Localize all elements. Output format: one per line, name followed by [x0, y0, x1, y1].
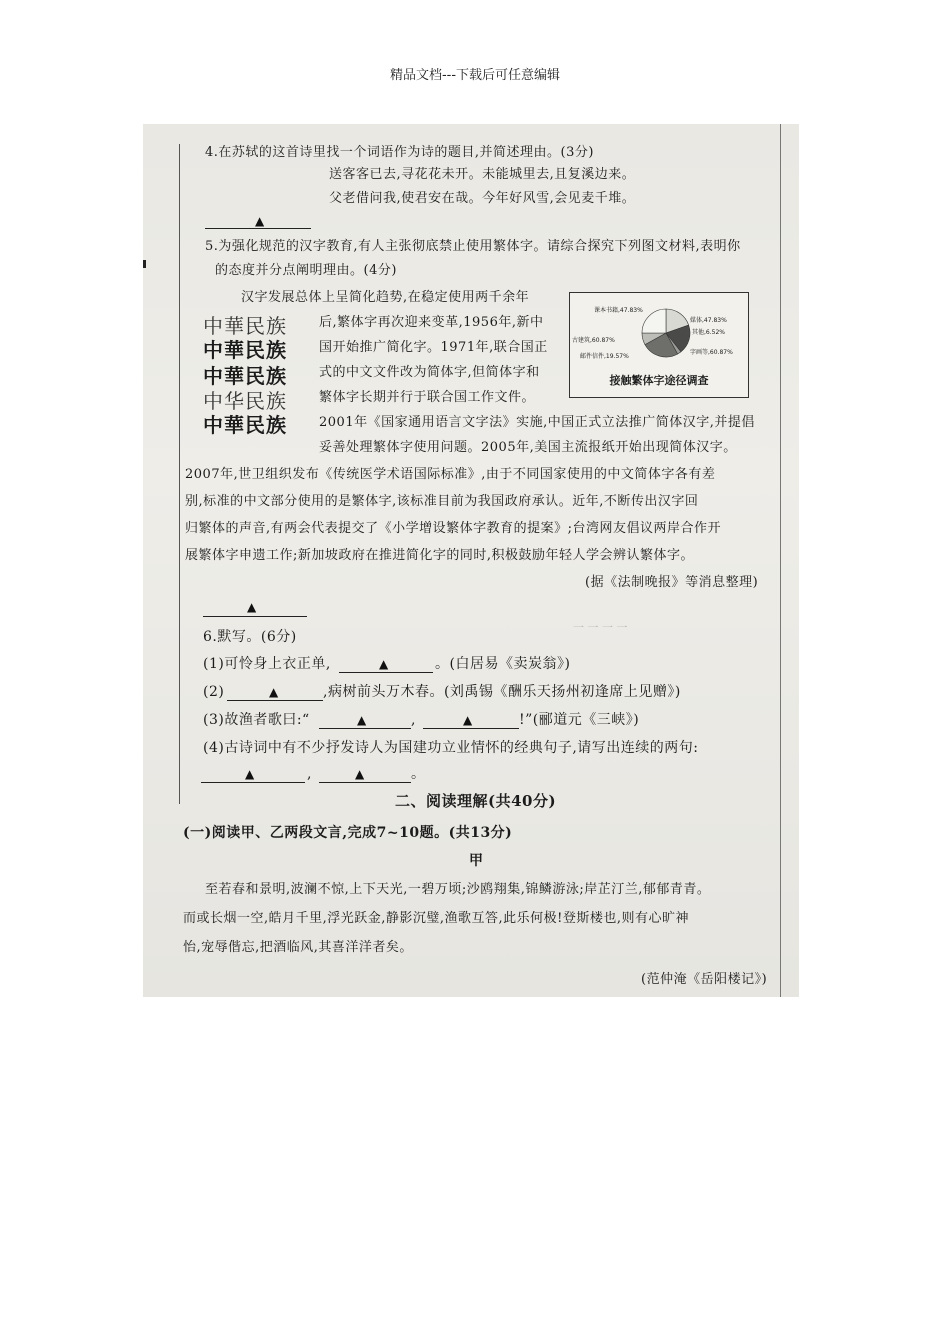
q6-line-2-suffix: ,病树前头万木春。(刘禹锡《酬乐天扬州初逢席上见赠》): [323, 684, 681, 700]
passage-jia-line-1: 至若春和景明,波澜不惊,上下天光,一碧万顷;沙鸥翔集,锦鳞游泳;岸芷汀兰,郁郁青青。: [205, 882, 711, 897]
material-line-10: 归繁体的声音,有两会代表提交了《小学增设繁体字教育的提案》;台湾网友倡议两岸合作开: [185, 521, 722, 536]
pie-label-other: 其他,6.52%: [692, 329, 725, 336]
document-header-watermark: 精品文档---下载后可任意编辑: [389, 68, 561, 83]
material-line-6: 2001年《国家通用语言文字法》实施,中国正式立法推广简体汉字,并提倡: [319, 415, 755, 430]
q6-blank-4a-mark: ▲: [245, 767, 255, 781]
q6-line-4-comma: ,: [307, 766, 312, 782]
pie-chart-box: [569, 292, 749, 398]
material-line-8: 2007年,世卫组织发布《传统医学术语国际标准》,由于不同国家使用的中文简体字各有差: [185, 467, 716, 482]
q6-blank-3b-mark: ▲: [463, 713, 473, 727]
q6-line-2-prefix: (2): [203, 684, 225, 700]
passage-jia-label: 甲: [469, 853, 484, 869]
q6-blank-3b[interactable]: [423, 728, 519, 729]
material-line-7: 妥善处理繁体字使用问题。2005年,美国主流报纸开始出现简体汉字。: [319, 440, 737, 455]
pie-label-architecture: 古建筑,60.87%: [572, 337, 615, 344]
calligraphy-regular-script: 中華民族: [203, 364, 287, 388]
calligraphy-traditional-script: 中華民族: [203, 415, 287, 437]
q4-poem-line-1: 送客客已去,寻花花未开。未能城里去,且复溪边来。: [329, 167, 636, 182]
q6-blank-4b[interactable]: [319, 782, 411, 783]
q6-line-3-suffix: !”(郦道元《三峡》): [519, 712, 640, 728]
q4-answer-mark: ▲: [255, 214, 265, 228]
q6-blank-3a-mark: ▲: [357, 713, 367, 727]
calligraphy-seal-script: 中華民族: [203, 314, 287, 338]
q5-answer-mark: ▲: [247, 600, 257, 614]
q6-blank-2[interactable]: [227, 700, 323, 701]
pie-label-calligraphy: 字画等,60.87%: [690, 349, 733, 356]
q6-blank-1-mark: ▲: [379, 657, 389, 671]
q6-line-4: (4)古诗词中有不少抒发诗人为国建功立业情怀的经典句子,请写出连续的两句:: [203, 740, 699, 756]
q5-answer-line[interactable]: [203, 616, 307, 617]
q6-title: 6.默写。(6分): [203, 629, 297, 645]
pie-chart-title: 接触繁体字途径调查: [609, 374, 709, 387]
material-line-1: 汉字发展总体上呈简化趋势,在稳定使用两千余年: [241, 290, 530, 305]
q5-question-line-1: 5.为强化规范的汉字教育,有人主张彻底禁止使用繁体字。请综合探究下列图文材料,表明你: [205, 239, 741, 254]
q4-poem-line-2: 父老借问我,使君安在哉。今年好风雪,会见麦千堆。: [329, 191, 636, 206]
q5-source: (据《法制晚报》等消息整理): [585, 575, 759, 590]
q5-question-line-2: 的态度并分点阐明理由。(4分): [215, 263, 397, 278]
pie-slice-5: [642, 309, 666, 333]
pie-label-media: 媒体,47.83%: [690, 317, 727, 324]
calligraphy-clerical-script: 中華民族: [203, 340, 287, 362]
q4-answer-line[interactable]: [205, 228, 311, 229]
q6-line-3-prefix: (3)故渔者歌曰:“: [203, 712, 310, 728]
material-line-5: 繁体字长期并行于联合国工作文件。: [319, 390, 536, 405]
material-line-2: 后,繁体字再次迎来变革,1956年,新中: [319, 315, 544, 330]
exam-photo: [143, 124, 799, 997]
bleed-through-text-1: 一 一 一 一: [573, 621, 628, 634]
section-2-title: 二、阅读理解(共40分): [395, 792, 557, 810]
passage-jia-line-2: 而或长烟一空,皓月千里,浮光跃金,静影沉璧,渔歌互答,此乐何极!登斯楼也,则有心旷神: [183, 911, 690, 926]
material-line-9: 别,标准的中文部分使用的是繁体字,该标准目前为我国政府承认。近年,不断传出汉字回: [185, 494, 699, 509]
binding-mark: [143, 260, 146, 268]
passage-jia-source: (范仲淹《岳阳楼记》): [641, 972, 768, 987]
passage-jia-line-3: 怡,宠辱偕忘,把酒临风,其喜洋洋者矣。: [183, 940, 413, 955]
section-2-subtitle: (一)阅读甲、乙两段文言,完成7~10题。(共13分): [183, 825, 513, 841]
q6-blank-3a[interactable]: [319, 728, 411, 729]
pie-label-letters: 邮件信件,19.57%: [580, 353, 629, 360]
calligraphy-simplified-script: 中华民族: [203, 389, 287, 413]
q6-line-4-end: 。: [411, 766, 426, 782]
calligraphy-samples: [203, 314, 313, 439]
q6-blank-1[interactable]: [339, 672, 433, 673]
material-line-4: 式的中文文件改为简体字,但简体字和: [319, 365, 540, 380]
q6-blank-2-mark: ▲: [269, 685, 279, 699]
pie-label-textbooks: 课本书籍,47.83%: [594, 307, 643, 314]
material-line-3: 国开始推广简化字。1971年,联合国正: [319, 340, 548, 355]
material-line-11: 展繁体字申遗工作;新加坡政府在推进简化字的同时,积极鼓励年轻人学会辨认繁体字。: [185, 548, 695, 563]
page-right-edge: [780, 124, 781, 997]
q6-line-1-suffix: 。(白居易《卖炭翁》): [435, 656, 571, 672]
page-left-edge: [179, 144, 180, 804]
q6-line-1-prefix: (1)可怜身上衣正单,: [203, 656, 331, 672]
q6-blank-4b-mark: ▲: [355, 767, 365, 781]
q6-line-3-comma: ,: [411, 712, 416, 728]
q6-blank-4a[interactable]: [201, 782, 305, 783]
q4-question: 4.在苏轼的这首诗里找一个词语作为诗的题目,并简述理由。(3分): [205, 145, 594, 160]
